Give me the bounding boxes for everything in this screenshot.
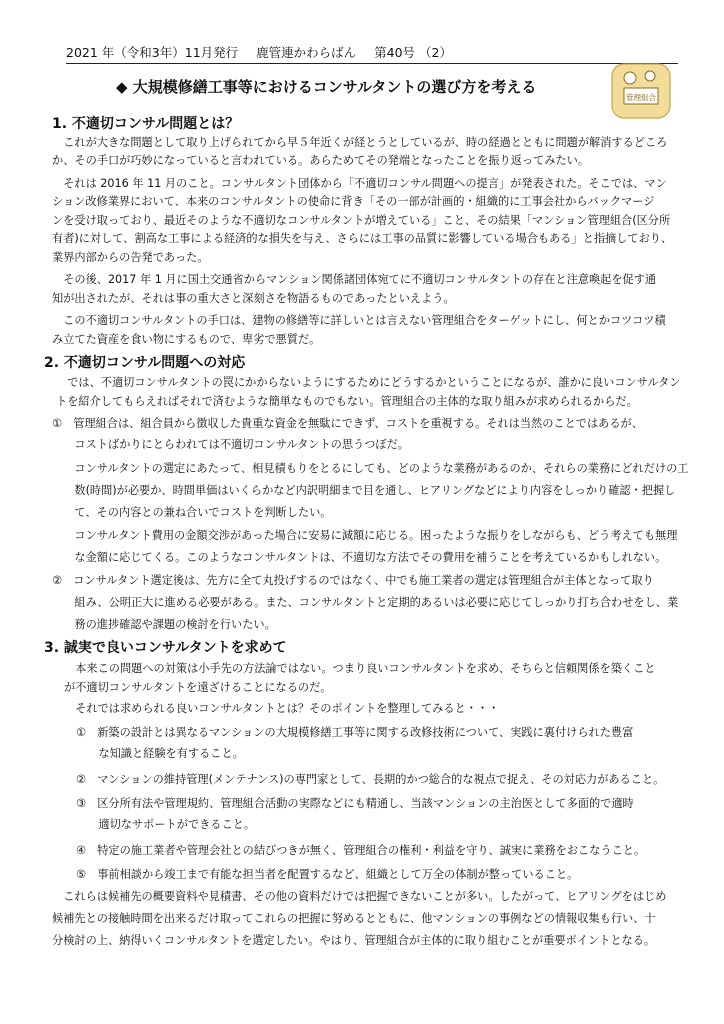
management-association-illustration	[610, 60, 672, 122]
page-header	[66, 45, 678, 64]
paragraph-line: な金額に応じてくる。このようなコンサルタントは、不適切な方法でその費用を補うことを考えているかもしれない。	[52, 551, 667, 564]
issue-date: 2021 年（令和3年）11月発行	[66, 45, 239, 60]
list-item: ② コンサルタント選定後は、先方に全て丸投げするのではなく、中でも施工業者の選定は管理組合が主体となって取り	[52, 574, 654, 587]
publication-name: 鹿管連かわらばん	[256, 45, 357, 60]
paragraph-line: 有者)に対して、割高な工事による経済的な損失を与え、さらには工事の品質に影響している場合もある」と指摘しており、	[52, 232, 673, 245]
paragraph-line: では、不適切コンサルタントの罠にかからないようにするためにどうするかということになるが、誰かに良いコンサルタン	[56, 376, 681, 389]
paragraph-line: これが大きな問題として取り上げられてから早５年近くが経とうとしているが、時の経過とともに問題が解消するどころ	[52, 136, 668, 149]
paragraph-line: て、その内容との兼ね合いでコストを判断したい。	[52, 506, 332, 519]
article-title: ◆ 大規模修繕工事等におけるコンサルタントの選び方を考える	[116, 78, 537, 96]
paragraph-line: が不適切コンサルタントを遠ざけることになるのだ。	[64, 681, 332, 694]
paragraph-line: 適切なサポートができること。	[76, 818, 256, 831]
paragraph-line: 数(時間)が必要か、時間単価はいくらかなど内訳明細まで目を通し、ヒアリングなどにより内容をしっかり確認・把握し	[52, 484, 676, 497]
paragraph-line: か、その手口が巧妙になっていると言われている。あらためてその発端となったことを振り返ってみたい。	[52, 154, 590, 167]
paragraph-line: 務の進捗確認や課題の検討を行いたい。	[52, 618, 276, 631]
paragraph-line: それは 2016 年 11 月のこと。コンサルタント団体から「不適切コンサル問題への提言」が発表された。そこでは、マン	[52, 177, 667, 190]
list-item: ④ 特定の施工業者や管理会社との結びつきが無く、管理組合の権利・利益を守り、誠実に業務をおこなうこと。	[76, 844, 646, 857]
paragraph-line: ション改修業界において、本来のコンサルタントの使命に背き「その一部が計画的・組織的に工事会社からバックマージ	[52, 195, 655, 208]
paragraph-line: これらは候補先の概要資料や見積書、その他の資料だけでは把握できないことが多い。したがって、ヒアリングをはじめ	[52, 890, 667, 903]
paragraph-line: 本来この問題への対策は小手先の方法論ではない。つまり良いコンサルタントを求め、そちらと信頼関係を築くこと	[64, 662, 656, 675]
paragraph-line: コンサルタントの選定にあたって、相見積もりをとるにしても、どのような業務があるのか、それらの業務にどれだけの工	[52, 462, 689, 475]
paragraph-line: コンサルタント費用の金額交渉があった場合に安易に減額に応じる。困ったような振りをしながらも、どう考えても無理	[52, 529, 678, 542]
section-2-heading: 2. 不適切コンサル問題への対応	[44, 355, 246, 371]
paragraph-line: ンを受け取っており、最近そのような不適切なコンサルタントが増えている」こと、その結果「マンション管理組合(区分所	[52, 214, 671, 227]
paragraph-line: それでは求められる良いコンサルタントとは？そのポイントを整理してみると・・・	[64, 702, 500, 715]
list-item: ⑤ 事前相談から竣工まで有能な担当者を配置するなど、組織として万全の体制が整っていること。	[76, 868, 579, 881]
paragraph-line: 知が出されたが、それは事の重大さと深刻さを物語るものであったといえよう。	[52, 292, 455, 305]
list-item: ① 新築の設計とは異なるマンションの大規模修繕工事等に関する改修技術について、実践に裏付けられた豊富	[76, 726, 634, 739]
section-1-heading: 1. 不適切コンサル問題とは？	[52, 116, 240, 132]
paragraph-line: み立てた資産を食い物にするもので、卑劣で悪質だ。	[52, 333, 321, 346]
logo-label: 管理組合	[626, 93, 656, 102]
paragraph-line: その後、2017 年 1 月に国土交通省からマンション関係諸団体宛てに不適切コンサルタントの存在と注意喚起を促す通	[52, 273, 657, 286]
paragraph-line: 分検討の上、納得いくコンサルタントを選定したい。やはり、管理組合が主体的に取り組むことが重要ポイントとなる。	[52, 934, 656, 947]
paragraph-line: 候補先との接触時間を出来るだけ取ってこれらの把握に努めるとともに、他マンションの事例などの情報収集も行い、十	[52, 912, 656, 925]
paragraph-line: な知識と経験を有すること。	[76, 747, 244, 760]
list-item: ② マンションの維持管理(メンテナンス)の専門家として、長期的かつ総合的な視点で捉え、その対応力があること。	[76, 773, 665, 786]
paragraph-line: 業界内部からの告発であった。	[52, 251, 209, 264]
paragraph-line: 組み、公明正大に進める必要がある。また、コンサルタントと定期的あるいは必要に応じてしっかり打ち合わせをし、業	[52, 596, 679, 609]
paragraph-line: トを紹介してもらえればそれで済むような簡単なものでもない。管理組合の主体的な取り組みが求められるからだ。	[56, 395, 638, 408]
paragraph-line: コストばかりにとらわれては不適切コンサルタントの思うつぼだ。	[52, 438, 409, 451]
section-3-heading: 3. 誠実で良いコンサルタントを求めて	[44, 640, 287, 656]
list-item: ① 管理組合は、組合員から徴収した貴重な資金を無駄にできず、コストを重視する。それは当然のことではあるが、	[52, 417, 643, 430]
paragraph-line: この不適切コンサルタントの手口は、建物の修繕等に詳しいとは言えない管理組合をターゲットにし、何とかコツコツ積	[52, 314, 666, 327]
list-item: ③ 区分所有法や管理規約、管理組合活動の実際などにも精通し、当該マンションの主治医として多面的で適時	[76, 797, 634, 810]
issue-number: 第40号 （2）	[374, 45, 452, 60]
